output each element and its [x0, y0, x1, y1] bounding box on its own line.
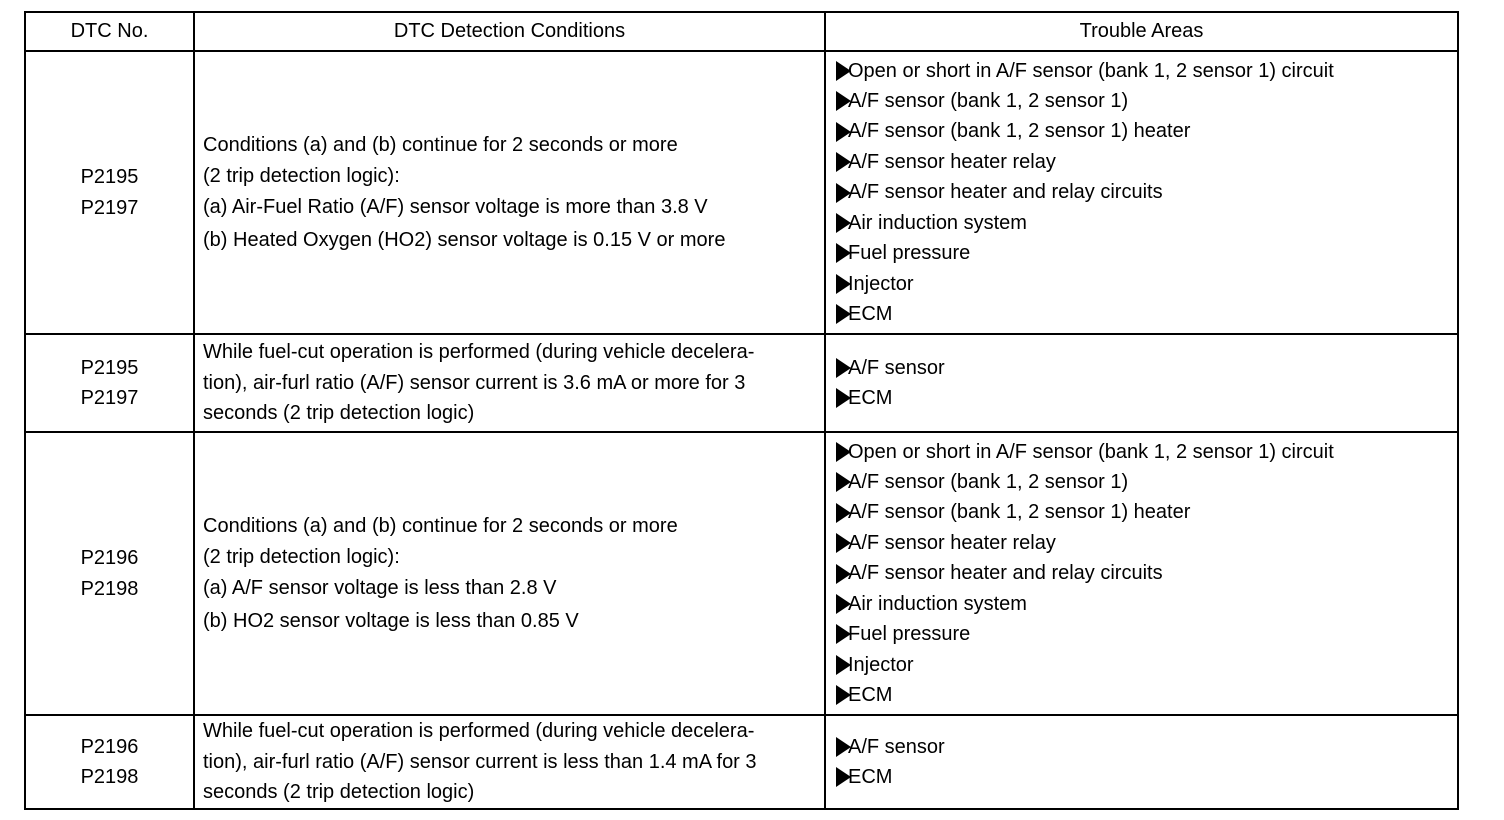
detection-condition-cell [194, 715, 825, 809]
condition-line: Conditions (a) and (b) continue for 2 seconds or more [203, 133, 678, 156]
condition-line: seconds (2 trip detection logic) [203, 402, 475, 425]
condition-line: (b) HO2 sensor voltage is less than 0.85 V [203, 609, 579, 632]
list-item: ECM [836, 299, 1457, 329]
table-row [25, 715, 1458, 809]
dtc-code-cell [25, 51, 194, 334]
list-item: A/F sensor [836, 353, 1457, 383]
dtc-code: P2195 [80, 356, 139, 379]
list-item: A/F sensor [836, 732, 1457, 762]
trouble-area-list [836, 56, 1457, 330]
dtc-code-cell [25, 334, 194, 432]
condition-line: (2 trip detection logic): [203, 545, 400, 568]
condition-line: Conditions (a) and (b) continue for 2 seconds or more [203, 514, 678, 537]
dtc-code: P2196 [80, 735, 139, 758]
list-item: A/F sensor heater and relay circuits [836, 558, 1457, 588]
condition-line: While fuel-cut operation is performed (during vehicle decelera- [203, 341, 755, 364]
list-item: Injector [836, 269, 1457, 299]
header-row [25, 12, 1458, 51]
detection-condition-cell [194, 51, 825, 334]
header-trouble-areas: Trouble Areas [825, 12, 1458, 51]
list-item: Air induction system [836, 589, 1457, 619]
condition-line: While fuel-cut operation is performed (during vehicle decelera- [203, 720, 755, 743]
condition-line: (a) A/F sensor voltage is less than 2.8 V [203, 576, 557, 599]
trouble-area-list [836, 437, 1457, 711]
trouble-area-list [836, 353, 1457, 414]
condition-line: (2 trip detection logic): [203, 164, 400, 187]
header-detection-conditions: DTC Detection Conditions [194, 12, 825, 51]
condition-line: tion), air-furl ratio (A/F) sensor current is 3.6 mA or more for 3 [203, 371, 746, 394]
list-item: Fuel pressure [836, 619, 1457, 649]
condition-line: (a) Air-Fuel Ratio (A/F) sensor voltage is more than 3.8 V [203, 195, 708, 218]
list-item: A/F sensor (bank 1, 2 sensor 1) heater [836, 116, 1457, 146]
list-item: Air induction system [836, 208, 1457, 238]
dtc-table [24, 11, 1459, 810]
list-item: Open or short in A/F sensor (bank 1, 2 sensor 1) circuit [836, 437, 1457, 467]
table-row [25, 51, 1458, 334]
list-item: Injector [836, 650, 1457, 680]
table-row [25, 334, 1458, 432]
condition-line: (b) Heated Oxygen (HO2) sensor voltage is 0.15 V or more [203, 228, 726, 251]
trouble-area-cell [825, 715, 1458, 809]
list-item: A/F sensor heater and relay circuits [836, 177, 1457, 207]
list-item: A/F sensor heater relay [836, 147, 1457, 177]
dtc-code: P2196 [80, 547, 139, 570]
dtc-code: P2197 [80, 387, 139, 409]
list-item: ECM [836, 383, 1457, 413]
list-item: A/F sensor (bank 1, 2 sensor 1) heater [836, 497, 1457, 527]
dtc-code: P2198 [80, 577, 139, 600]
trouble-area-list [836, 732, 1457, 793]
list-item: A/F sensor heater relay [836, 528, 1457, 558]
list-item: A/F sensor (bank 1, 2 sensor 1) [836, 467, 1457, 497]
dtc-code: P2195 [80, 166, 139, 189]
list-item: ECM [836, 762, 1457, 792]
dtc-code: P2198 [80, 766, 139, 788]
list-item: A/F sensor (bank 1, 2 sensor 1) [836, 86, 1457, 116]
trouble-area-cell [825, 334, 1458, 432]
detection-condition-cell [194, 432, 825, 715]
trouble-area-cell [825, 51, 1458, 334]
header-dtc-no: DTC No. [25, 12, 194, 51]
list-item: Fuel pressure [836, 238, 1457, 268]
detection-condition-cell [194, 334, 825, 432]
condition-line: seconds (2 trip detection logic) [203, 781, 475, 804]
condition-line: tion), air-furl ratio (A/F) sensor current is less than 1.4 mA for 3 [203, 750, 757, 773]
list-item: ECM [836, 680, 1457, 710]
trouble-area-cell [825, 432, 1458, 715]
table-row [25, 432, 1458, 715]
dtc-code-cell [25, 432, 194, 715]
dtc-code-cell [25, 715, 194, 809]
list-item: Open or short in A/F sensor (bank 1, 2 sensor 1) circuit [836, 56, 1457, 86]
dtc-code: P2197 [80, 196, 139, 219]
